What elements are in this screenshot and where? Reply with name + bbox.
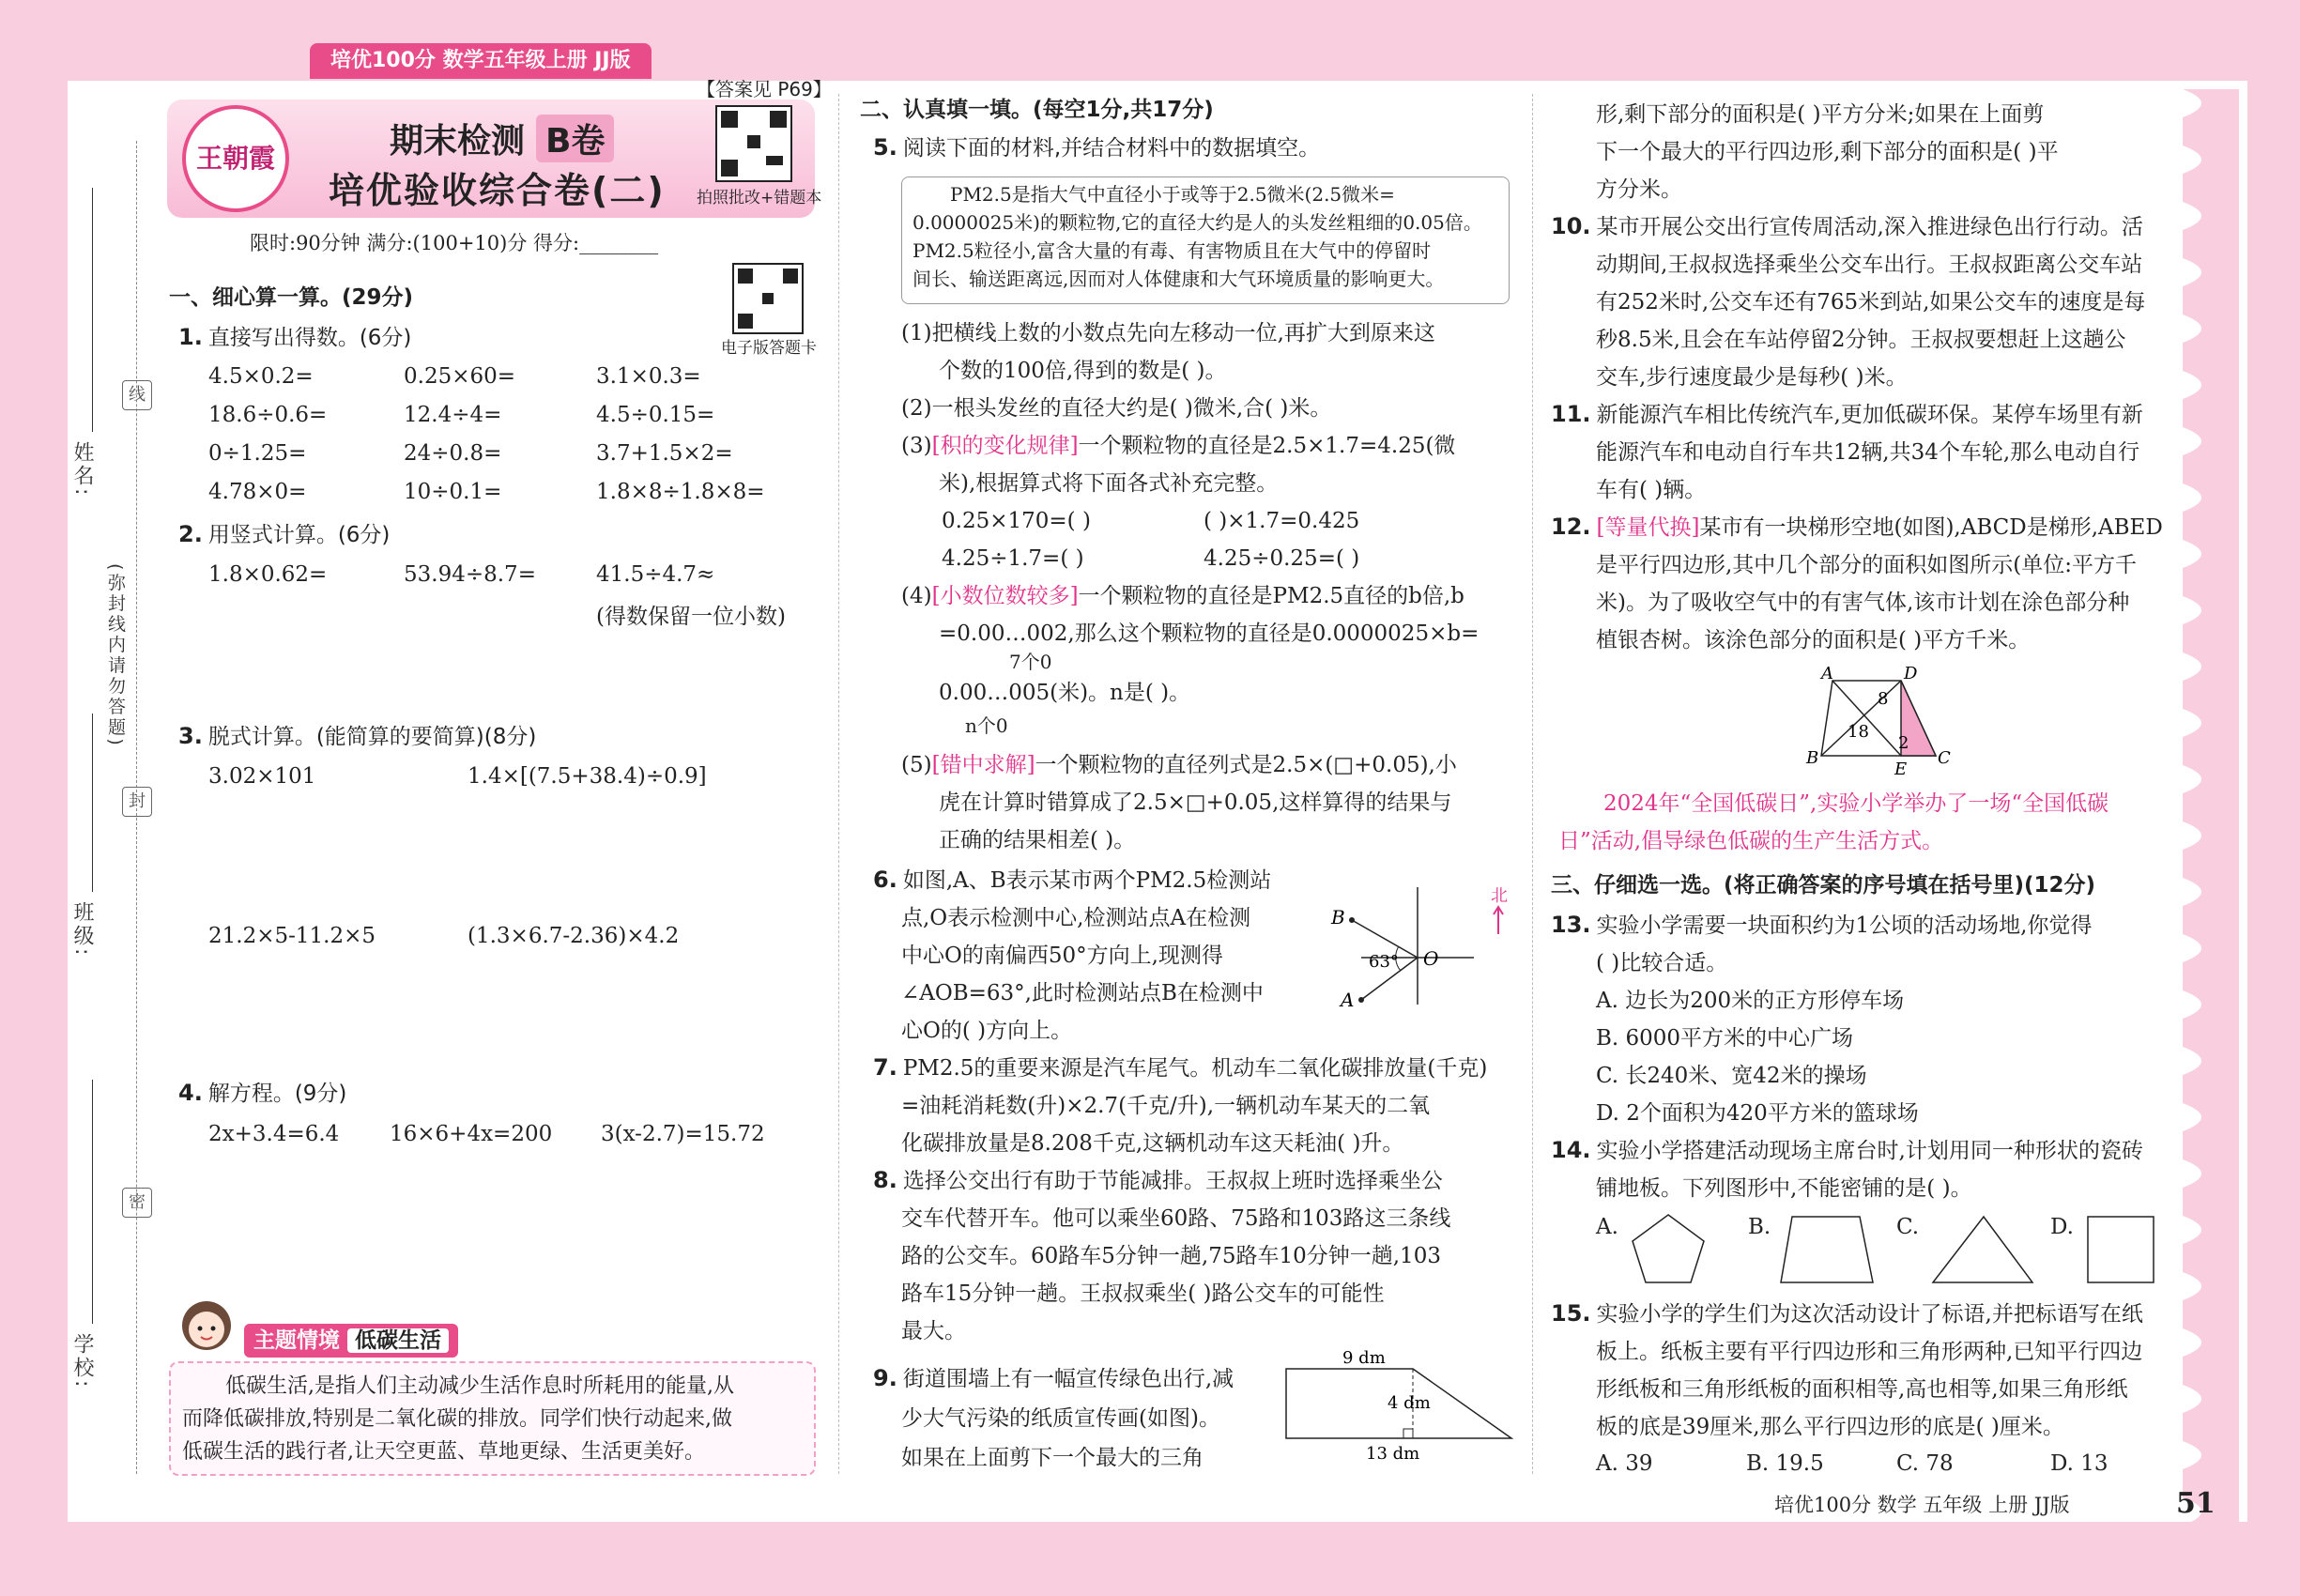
exam-meta: 限时:90分钟 满分:(100+10)分 得分:________	[250, 232, 659, 254]
q6-direction-figure	[1324, 882, 1521, 1014]
theme-text: 低碳生活的践行者,让天空更蓝、草地更绿、生活更美好。	[182, 1440, 705, 1464]
seal-mark-3: 密	[122, 1188, 152, 1218]
material-text: PM2.5是指大气中直径小于或等于2.5微米(2.5微米= 0.0000025米)的颗粒物,它的直径大约是人的头发丝粗细的0.05倍。 PM2.5粒径小,富含大量的有毒、有害物质且在大气中的停留时 间长、输送距离远,因而对人体健康和大气环境质量的影响更大。	[912, 183, 1482, 290]
q1-item: 12.4÷4=	[404, 403, 502, 427]
q9: 9. 街道围墙上有一幅宣传绿色出行,减 少大气污染的纸质宣传画(如图)。 如果在上面剪下一个最大的三角	[873, 1365, 1234, 1470]
q3-item: 3.02×101	[208, 764, 316, 789]
section-3-title: 三、仔细选一选。(将正确答案的序号填在括号里)(12分)	[1551, 873, 2096, 898]
q1-item: 3.7+1.5×2=	[596, 441, 733, 466]
section-1-title: 一、细心算一算。(29分)	[169, 285, 414, 310]
seal-mark-2: 封	[122, 787, 152, 817]
q1-item: 24÷0.8=	[404, 441, 502, 466]
q5-3-item: 4.25÷1.7=( )	[942, 546, 1084, 571]
north-label: 北	[1491, 886, 1508, 906]
q5-4-line3: 0.00…005(米)。n是( )。	[939, 681, 1191, 705]
option: C. 长240米、宽42米的操场	[1596, 1064, 1867, 1088]
q1-item: 0÷1.25=	[208, 441, 307, 466]
theme-name: 低碳生活	[347, 1328, 449, 1353]
q12: 12. [等量代换]某市有一块梯形空地(如图),ABCD是梯形,ABED 是平行四边形,其中几个部分的面积如图所示(单位:平方千 米)。为了吸收空气中的有害气体,该市计划在涂色部分种 植银杏树。该涂色部分的面积是( )平方千米。	[1551, 514, 2163, 652]
pentagon-icon	[1629, 1211, 1709, 1286]
answer-ref: 【答案见 P69】	[697, 78, 832, 100]
qr-code-icon[interactable]	[715, 105, 792, 182]
q9-continued: 形,剩下部分的面积是( )平方分米;如果在上面剪 下一个最大的平行四边形,剩下部分的面积是( )平 方分米。	[1596, 102, 2059, 202]
label-a: A	[1821, 664, 1833, 683]
theme-text: 而降低碳排放,特别是二氧化碳的排放。同学们快行动起来,做	[182, 1407, 732, 1431]
q2-item: 53.94÷8.7=	[404, 562, 536, 587]
name-line	[92, 188, 93, 432]
q5-3-item: 0.25×170=( )	[942, 509, 1091, 533]
theme-bar: 主题情境 低碳生活	[244, 1324, 458, 1358]
theme-text: 低碳生活,是指人们主动减少生活作息时所耗用的能量,从	[225, 1374, 734, 1398]
area-18: 18	[1848, 722, 1869, 742]
label-c: C	[1938, 748, 1951, 768]
q15-opt: B. 19.5	[1746, 1451, 1824, 1476]
square-icon	[2084, 1213, 2159, 1286]
q1-item: 4.5×0.2=	[208, 364, 314, 389]
q1-item: 3.1×0.3=	[596, 364, 701, 389]
q4-title: 4. 解方程。(9分)	[178, 1080, 347, 1106]
page-number: 51	[2176, 1487, 2216, 1520]
class-label: 班级:	[70, 901, 94, 959]
label-b: B	[1806, 748, 1819, 768]
qr2-caption: 电子版答题卡	[721, 339, 817, 358]
q3-item: (1.3×6.7-2.36)×4.2	[468, 924, 680, 948]
bottom-label: 13 dm	[1366, 1444, 1420, 1464]
q2-note: (得数保留一位小数)	[596, 605, 786, 629]
q8: 8. 选择公交出行有助于节能减排。王叔叔上班时选择乘坐公 交车代替开车。他可以乘坐60路、75路和103路这三条线 路的公交车。60路车5分钟一趟,75路车10分钟一趟,103 路车15分钟一趟。王叔叔乘坐( )路公交车的可能性 最大。	[873, 1167, 1451, 1343]
q4-item: 2x+3.4=6.4	[208, 1122, 340, 1146]
q2-item: 1.8×0.62=	[208, 562, 328, 587]
option: B. 6000平方米的中心广场	[1596, 1026, 1854, 1051]
q5-3-item: ( )×1.7=0.425	[1204, 509, 1360, 533]
q3-item: 21.2×5-11.2×5	[208, 924, 376, 948]
q5-3: (3)[积的变化规律]一个颗粒物的直径是2.5×1.7=4.25(微 米),根据算式将下面各式补充完整。	[901, 434, 1456, 496]
triangle-icon	[1929, 1213, 2037, 1286]
school-line	[92, 1080, 93, 1324]
q1-title: 1. 直接写出得数。(6分)	[178, 324, 412, 350]
q9-trapezoid-figure	[1277, 1343, 1521, 1465]
q10: 10. 某市开展公交出行宣传周活动,深入推进绿色出行行动。活 动期间,王叔叔选择乘坐公交车出行。王叔叔距离公交车站 有252米时,公交车还有765米到站,如果公交车的速度是每 秒8.5米,且会在车站停留2分钟。王叔叔要想赶上这趟公 交车,步行速度最少是每秒( )米。	[1551, 213, 2146, 390]
option: D. 2个面积为420平方米的篮球场	[1596, 1101, 1919, 1126]
q14-opt-a: A.	[1596, 1215, 1618, 1239]
q1-item: 18.6÷0.6=	[208, 403, 328, 427]
q5-2: (2)一根头发丝的直径大约是( )微米,合( )米。	[901, 396, 1332, 421]
book-tab: 培优100分 数学五年级上册 JJ版	[310, 43, 652, 79]
paper-badge: B卷	[536, 115, 614, 162]
label-a: A	[1341, 989, 1355, 1011]
seal-mark-1: 线	[122, 380, 152, 410]
q5-3-item: 4.25÷0.25=( )	[1204, 546, 1360, 571]
q1-item: 4.5÷0.15=	[596, 403, 715, 427]
q15: 15. 实验小学的学生们为这次活动设计了标语,并把标语写在纸 板上。纸板主要有平行四边形和三角形两种,已知平行四边 形纸板和三角形纸板的面积相等,高也相等,如果三角形纸 板的底是39厘米,那么平行四边形的底是( )厘米。	[1551, 1300, 2143, 1439]
q1-item: 10÷0.1=	[404, 480, 502, 504]
q2-item: 41.5÷4.7≈	[596, 562, 715, 587]
q3-item: 1.4×[(7.5+38.4)÷0.9]	[468, 764, 707, 789]
height-label: 4 dm	[1388, 1393, 1431, 1413]
trapezoid-icon	[1779, 1213, 1878, 1286]
girl-avatar-icon	[169, 1286, 244, 1361]
section-2-title: 二、认真填一填。(每空1分,共17分)	[860, 98, 1214, 122]
column-divider	[1532, 94, 1533, 1474]
angle-label: 63°	[1369, 952, 1399, 972]
column-divider	[838, 94, 839, 1474]
q14-opt-d: D.	[2050, 1215, 2074, 1239]
school-label: 学校:	[70, 1333, 94, 1390]
qr-code-icon-2[interactable]	[732, 263, 804, 334]
q14: 14. 实验小学搭建活动现场主席台时,计划用同一种形状的瓷砖 铺地板。下列图形中,不能密铺的是( )。	[1551, 1137, 2143, 1201]
q5-1: (1)把横线上数的小数点先向左移动一位,再扩大到原来这 个数的100倍,得到的数是( )。	[901, 321, 1435, 383]
q5-5: (5)[错中求解]一个颗粒物的直径列式是2.5×(□+0.05),小 虎在计算时错算成了2.5×□+0.05,这样算得的结果与 正确的结果相差( )。	[901, 753, 1457, 852]
q14-opt-b: B.	[1748, 1215, 1771, 1239]
footer-text: 培优100分 数学 五年级 上册 JJ版	[1774, 1494, 2070, 1516]
q4-item: 16×6+4x=200	[390, 1122, 553, 1146]
q15-opt: C. 78	[1896, 1451, 1954, 1476]
q12-trapezoid-figure	[1802, 662, 1962, 779]
q15-opt: A. 39	[1596, 1451, 1653, 1476]
q13-options	[1596, 982, 1919, 1132]
q5-4: (4)[小数位数较多]一个颗粒物的直径是PM2.5直径的b倍,b =0.00…002,那么这个颗粒物的直径是0.0000025×b=	[901, 584, 1480, 646]
name-label: 姓名:	[70, 441, 94, 499]
q5-4-brace-label: 7个0	[1009, 651, 1052, 673]
q5-4-brace-label: n个0	[965, 714, 1008, 737]
label-b: B	[1331, 906, 1345, 928]
q14-opt-c: C.	[1896, 1215, 1920, 1239]
context-text: 2024年“全国低碳日”,实验小学举办了一场“全国低碳 日”活动,倡导绿色低碳的生产生活方式。	[1558, 791, 2109, 853]
brand-logo: 王朝霞	[182, 105, 289, 212]
wavy-border	[2183, 89, 2239, 1526]
q5-title: 5. 阅读下面的材料,并结合材料中的数据填空。	[873, 134, 1321, 161]
exam-subtitle: 培优验收综合卷(二)	[329, 170, 666, 211]
q2-title: 2. 用竖式计算。(6分)	[178, 521, 391, 547]
area-8: 8	[1878, 689, 1889, 709]
q1-item: 4.78×0=	[208, 480, 307, 504]
class-line	[92, 714, 93, 892]
q3-title: 3. 脱式计算。(能简算的要简算)(8分)	[178, 723, 537, 749]
q4-item: 3(x-2.7)=15.72	[601, 1122, 765, 1146]
label-e: E	[1894, 760, 1908, 779]
q6: 6. 如图,A、B表示某市两个PM2.5检测站 点,O表示检测中心,检测站点A在检测 中心O的南偏西50°方向上,现测得 ∠AOB=63°,此时检测站点B在检测中 心O的( )方向上。	[873, 867, 1272, 1043]
q1-item: 0.25×60=	[404, 364, 516, 389]
top-label: 9 dm	[1342, 1348, 1386, 1368]
exam-title: 期末检测 B卷	[390, 115, 614, 162]
q13: 13. 实验小学需要一块面积约为1公顷的活动场地,你觉得 ( )比较合适。	[1551, 912, 2093, 975]
label-o: O	[1423, 947, 1439, 970]
q11: 11. 新能源汽车相比传统汽车,更加低碳环保。某停车场里有新 能源汽车和电动自行车共12辆,共34个车轮,那么电动自行 车有( )辆。	[1551, 401, 2143, 502]
qr1-caption: 拍照批改+错题本	[697, 189, 822, 207]
label-d: D	[1904, 664, 1918, 683]
q7: 7. PM2.5的重要来源是汽车尾气。机动车二氧化碳排放量(千克) =油耗消耗数(升)×2.7(千克/升),一辆机动车某天的二氧 化碳排放量是8.208千克,这辆机动车这天耗油( )升。	[873, 1054, 1488, 1156]
q1-item: 1.8×8÷1.8×8=	[596, 480, 765, 504]
seal-note: (弥封线内请勿答题)	[105, 563, 126, 748]
q15-opt: D. 13	[2050, 1451, 2108, 1476]
option: A. 边长为200米的正方形停车场	[1596, 989, 1905, 1013]
area-2: 2	[1898, 733, 1909, 753]
